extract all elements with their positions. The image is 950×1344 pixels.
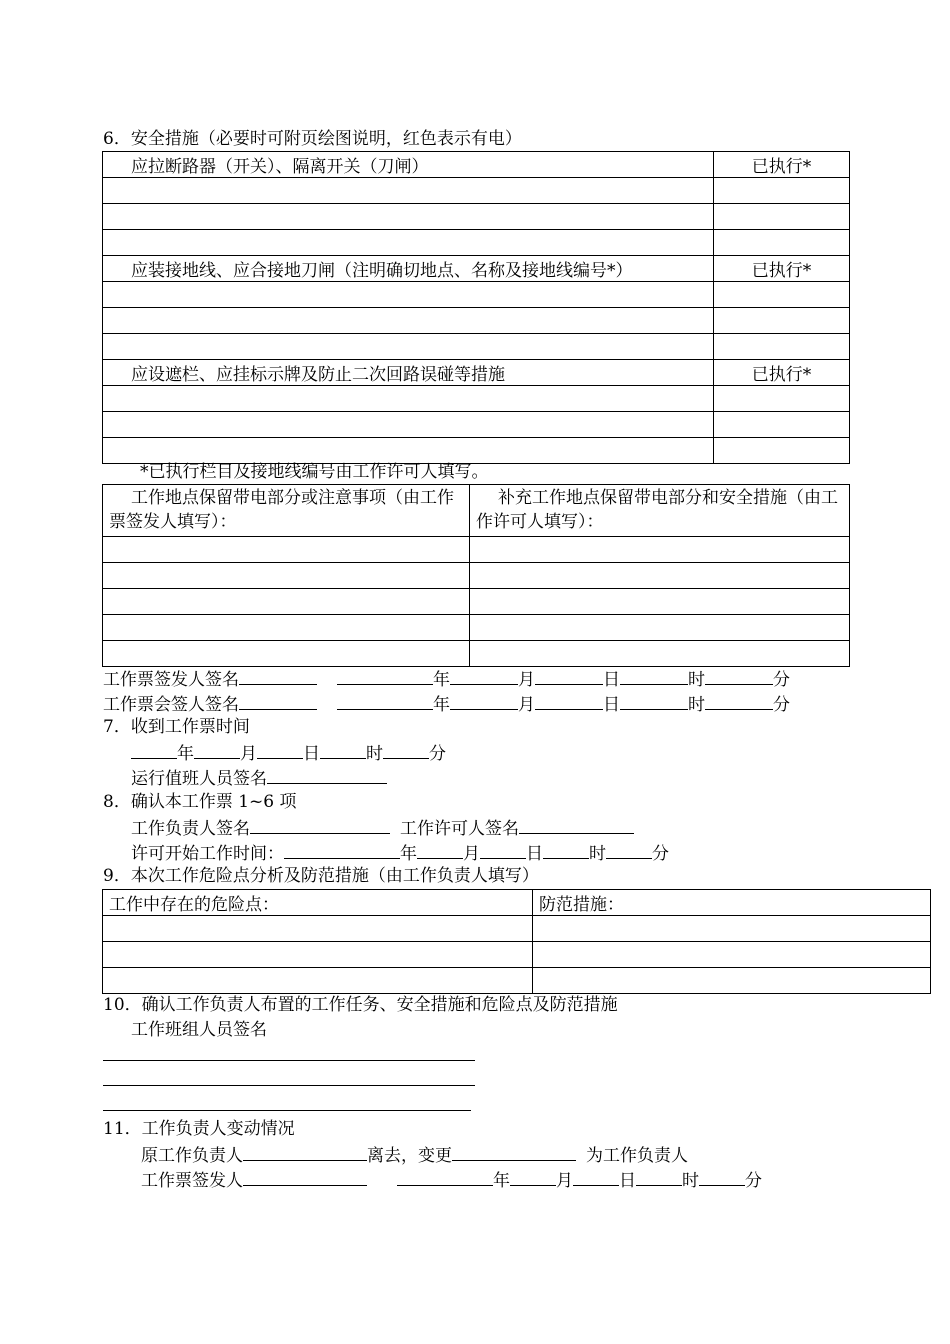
date-unit-label: 月 [518,670,535,690]
section-9-title: 9．本次工作危险点分析及防范措施（由工作负责人填写） [103,866,539,886]
table-cell[interactable] [714,230,850,256]
executed-note: *已执行栏目及接地线编号由工作许可人填写。 [140,462,489,482]
field-label: 工作票会签人签名 [103,695,239,715]
section-10-title: 10．确认工作负责人布置的工作任务、安全措施和危险点及防范措施 [103,995,618,1015]
date-unit-label: 时 [589,844,606,864]
date-blank[interactable] [705,667,773,685]
table-cell[interactable] [714,412,850,438]
field-label: 离去，变更 [367,1146,452,1166]
date-unit-label: 月 [463,844,480,864]
field-label: 运行值班人员签名 [131,769,267,789]
table-cell[interactable] [103,563,470,589]
table-cell[interactable] [714,282,850,308]
date-blank[interactable] [320,741,366,759]
table-cell[interactable] [470,563,850,589]
table-cell[interactable] [103,641,470,667]
executed-heading: 已执行* [714,256,850,282]
section-11-title: 11．工作负责人变动情况 [103,1119,295,1139]
table-cell[interactable] [103,334,714,360]
date-unit-label: 分 [773,695,790,715]
date-unit-label: 年 [433,670,450,690]
date-blank[interactable] [337,692,433,710]
field-label: 许可开始工作时间： [131,844,284,864]
hazard-heading: 工作中存在的危险点： [103,890,533,916]
date-unit-label: 时 [366,744,383,764]
table-cell[interactable] [103,308,714,334]
live-parts-right-heading: 补充工作地点保留带电部分和安全措施（由工作许可人填写）： [470,485,850,537]
date-blank[interactable] [397,1168,493,1186]
date-unit-label: 时 [688,670,705,690]
measure-heading: 防范措施： [533,890,931,916]
date-blank[interactable] [480,841,526,859]
safety-measures-table [102,151,850,464]
team-sign-label: 工作班组人员签名 [131,1020,267,1040]
table-cell[interactable] [714,334,850,360]
date-blank[interactable] [699,1168,745,1186]
table-cell[interactable] [714,438,850,464]
date-blank[interactable] [620,667,688,685]
duty-sign-row [131,766,387,790]
date-unit-label: 月 [518,695,535,715]
table-cell[interactable] [103,386,714,412]
date-blank[interactable] [535,692,603,710]
issuer-sign-blank[interactable] [239,667,317,685]
field-label: 工作负责人签名 [131,819,250,839]
date-blank[interactable] [705,692,773,710]
new-leader-blank[interactable] [452,1143,576,1161]
section-8-title: 8．确认本工作票 1~6 项 [103,792,297,812]
date-unit-label: 年 [400,844,417,864]
grounding-heading: 应装接地线、应合接地刀闸（注明确切地点、名称及接地线编号*） [103,256,714,282]
date-unit-label: 分 [652,844,669,864]
permitter-sign-blank[interactable] [519,816,634,834]
issuer-blank[interactable] [243,1168,367,1186]
field-label: 为工作负责人 [586,1146,688,1166]
table-cell[interactable] [103,968,533,994]
date-unit-label: 年 [433,695,450,715]
table-cell[interactable] [470,641,850,667]
date-unit-label: 日 [603,695,620,715]
cosign-row [103,692,790,716]
breaker-heading: 应拉断路器（开关）、隔离开关（刀闸） [103,152,714,178]
executed-heading: 已执行* [714,360,850,386]
date-blank[interactable] [606,841,652,859]
duty-sign-blank[interactable] [267,766,387,784]
table-cell[interactable] [533,968,931,994]
section-7-title: 7．收到工作票时间 [103,717,250,737]
table-cell[interactable] [103,204,714,230]
date-blank[interactable] [620,692,688,710]
table-cell[interactable] [714,204,850,230]
date-blank[interactable] [383,741,429,759]
executed-heading: 已执行* [714,152,850,178]
table-cell[interactable] [103,412,714,438]
table-cell[interactable] [470,589,850,615]
section-6-title: 6．安全措施（必要时可附页绘图说明，红色表示有电） [103,129,522,149]
table-cell[interactable] [533,942,931,968]
table-cell[interactable] [103,282,714,308]
date-blank[interactable] [257,741,303,759]
date-unit-label: 分 [773,670,790,690]
receive-time-row [131,741,446,765]
field-label: 原工作负责人 [141,1146,243,1166]
table-cell[interactable] [103,615,470,641]
table-cell[interactable] [470,537,850,563]
date-blank[interactable] [131,741,177,759]
date-blank[interactable] [194,741,240,759]
leader-permitter-row [131,816,634,840]
table-cell[interactable] [103,230,714,256]
team-sign-line[interactable] [103,1085,475,1086]
issuer-change-row [141,1168,762,1192]
date-unit-label: 日 [526,844,543,864]
date-unit-label: 年 [493,1171,510,1191]
table-cell[interactable] [103,916,533,942]
leader-sign-blank[interactable] [250,816,390,834]
table-cell[interactable] [103,438,714,464]
table-cell[interactable] [103,537,470,563]
date-unit-label: 日 [619,1171,636,1191]
hazard-table [102,889,931,994]
date-unit-label: 年 [177,744,194,764]
live-parts-left-heading: 工作地点保留带电部分或注意事项（由工作票签发人填写）： [103,485,470,537]
orig-leader-blank[interactable] [243,1143,367,1161]
start-time-row [131,841,669,865]
table-cell[interactable] [714,178,850,204]
field-label: 工作许可人签名 [400,819,519,839]
date-blank[interactable] [510,1168,556,1186]
table-cell[interactable] [714,386,850,412]
date-blank[interactable] [450,667,518,685]
leader-change-row [141,1143,688,1167]
date-blank[interactable] [636,1168,682,1186]
cosign-blank[interactable] [239,692,317,710]
date-unit-label: 分 [745,1171,762,1191]
table-cell[interactable] [103,942,533,968]
table-cell[interactable] [103,589,470,615]
table-cell[interactable] [470,615,850,641]
team-sign-line[interactable] [103,1060,475,1061]
date-unit-label: 日 [303,744,320,764]
date-blank[interactable] [337,667,433,685]
live-parts-table [102,484,850,667]
date-blank[interactable] [573,1168,619,1186]
table-cell[interactable] [714,308,850,334]
date-blank[interactable] [535,667,603,685]
date-unit-label: 时 [682,1171,699,1191]
table-cell[interactable] [103,178,714,204]
team-sign-line[interactable] [103,1110,471,1111]
date-unit-label: 月 [240,744,257,764]
date-unit-label: 月 [556,1171,573,1191]
issuer-sign-row [103,667,790,691]
barrier-heading: 应设遮栏、应挂标示牌及防止二次回路误碰等措施 [103,360,714,386]
table-cell[interactable] [533,916,931,942]
date-unit-label: 日 [603,670,620,690]
field-label: 工作票签发人签名 [103,670,239,690]
date-unit-label: 时 [688,695,705,715]
date-blank[interactable] [450,692,518,710]
date-blank[interactable] [417,841,463,859]
date-unit-label: 分 [429,744,446,764]
field-label: 工作票签发人 [141,1171,243,1191]
date-blank[interactable] [284,841,400,859]
date-blank[interactable] [543,841,589,859]
